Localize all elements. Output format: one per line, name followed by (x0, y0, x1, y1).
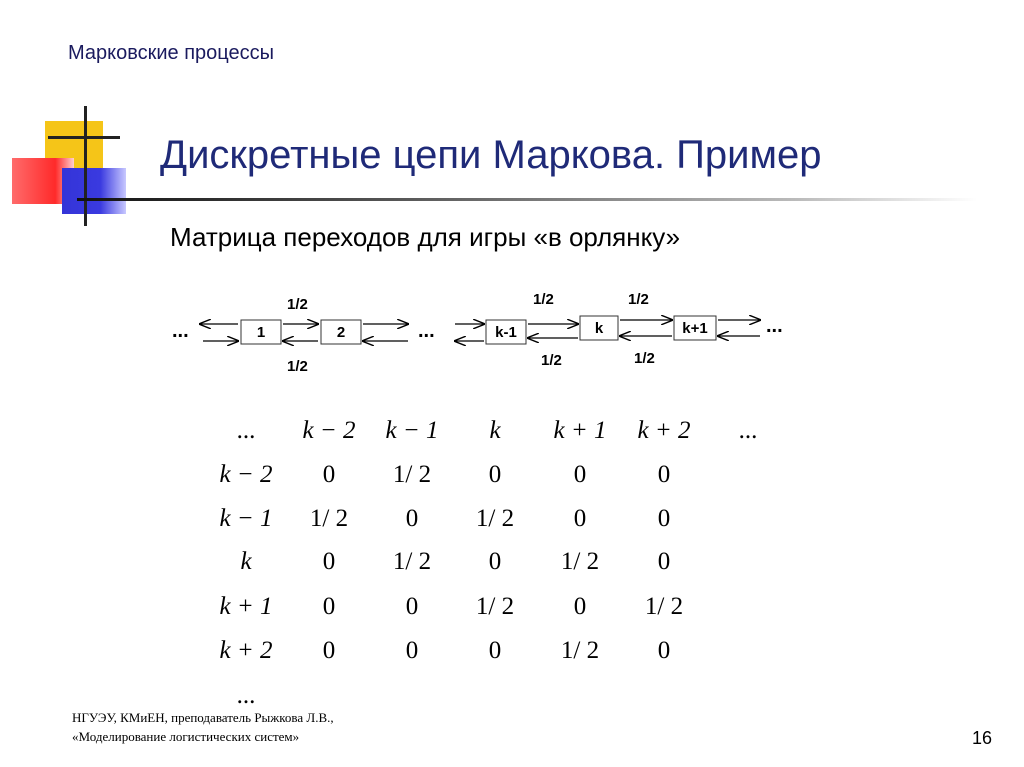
diagram-ellipsis-left: ... (172, 320, 189, 342)
matrix-cell: 0 (405, 505, 419, 532)
matrix-cell: 1/ 2 (560, 548, 600, 575)
prob-label: 1/2 (287, 358, 308, 375)
prob-label: 1/2 (287, 296, 308, 313)
prob-label: 1/2 (533, 291, 554, 308)
footer-organization: НГУЭУ, КМиЕН, преподаватель Рыжкова Л.В., (72, 710, 334, 725)
matrix-row-label: k (240, 548, 252, 575)
matrix-cell: 0 (657, 461, 671, 488)
slide-subtitle: Матрица переходов для игры «в орлянку» (170, 222, 681, 252)
state-label-k-1: k-1 (495, 324, 517, 341)
matrix-cell: 0 (322, 461, 336, 488)
page-number: 16 (972, 728, 993, 748)
matrix-cell: 1/ 2 (475, 593, 515, 620)
matrix-cell: 0 (322, 637, 336, 664)
matrix-col-header: k − 2 (302, 417, 356, 444)
matrix-trailing-ellipsis: ... (236, 682, 256, 709)
matrix-cell: 1/ 2 (309, 505, 349, 532)
matrix-row-label: k + 2 (219, 637, 273, 664)
matrix-col-header: k + 2 (637, 417, 691, 444)
state-label-1: 1 (256, 324, 266, 341)
state-label-k: k (594, 320, 604, 337)
matrix-cell: 1/ 2 (392, 461, 432, 488)
matrix-corner: ... (236, 417, 256, 444)
matrix-cell: 0 (657, 505, 671, 532)
matrix-cell: 0 (488, 461, 502, 488)
matrix-col-header: k (489, 417, 501, 444)
prob-label: 1/2 (628, 291, 649, 308)
matrix-row-label: k − 1 (219, 505, 273, 532)
matrix-cell: 1/ 2 (392, 548, 432, 575)
matrix-cell: 0 (488, 548, 502, 575)
diagram-ellipsis-right: ... (766, 315, 783, 337)
diagram-ellipsis-middle: ... (418, 320, 435, 342)
matrix-row-label: k − 2 (219, 461, 273, 488)
matrix-cell: 0 (573, 461, 587, 488)
slide-title: Дискретные цепи Маркова. Пример (160, 133, 822, 177)
matrix-cell: 0 (657, 637, 671, 664)
matrix-cell: 0 (405, 637, 419, 664)
matrix-col-header: k + 1 (553, 417, 607, 444)
matrix-cell: 1/ 2 (644, 593, 684, 620)
matrix-cell: 0 (573, 505, 587, 532)
matrix-cell: 0 (322, 593, 336, 620)
state-label-k+1: k+1 (682, 320, 708, 337)
matrix-col-header: k − 1 (385, 417, 439, 444)
prob-label: 1/2 (634, 350, 655, 367)
state-label-2: 2 (336, 324, 346, 341)
matrix-cell: 1/ 2 (475, 505, 515, 532)
matrix-cell: 0 (322, 548, 336, 575)
matrix-cell: 0 (405, 593, 419, 620)
matrix-cell: 0 (573, 593, 587, 620)
matrix-row-label: k + 1 (219, 593, 273, 620)
matrix-cell: 0 (657, 548, 671, 575)
header-title: Марковские процессы (68, 42, 275, 64)
matrix-cell: 0 (488, 637, 502, 664)
matrix-cell: 1/ 2 (560, 637, 600, 664)
prob-label: 1/2 (541, 352, 562, 369)
footer-course: «Моделирование логистических систем» (72, 729, 300, 744)
matrix-col-header: ... (738, 417, 758, 444)
